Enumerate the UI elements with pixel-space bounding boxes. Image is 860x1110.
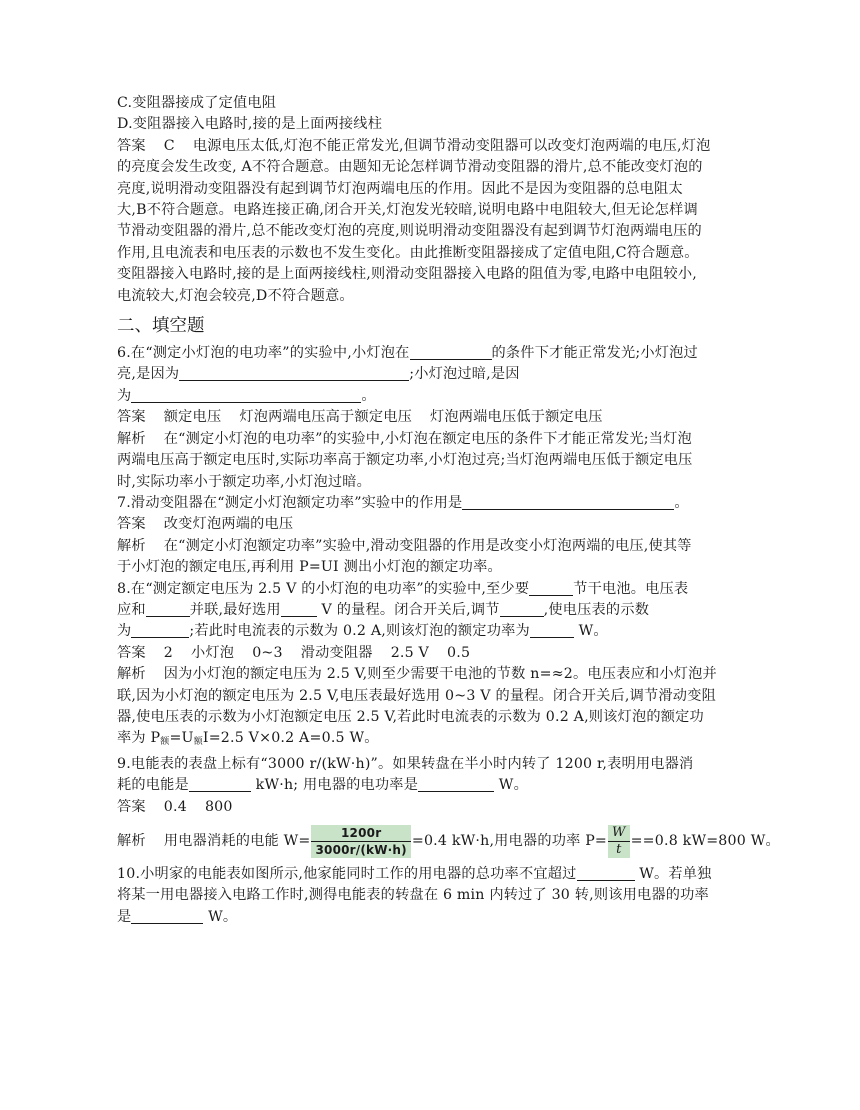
q5-option-c: C.变阻器接成了定值电阻 [117,95,277,111]
answer-blank[interactable] [131,622,189,638]
q8-analysis-line [117,664,747,685]
q8-line [117,579,747,600]
q10-line: 将某一用电器接入电路工作时,测得电能表的转盘在 6 min 内转过了 30 转,则该用电器的功率 [117,887,709,904]
q5-option-d: D.变阻器接入电路时,接的是上面两接线柱 [117,116,383,133]
q6-analysis-line [117,429,747,450]
energy-fraction [311,825,410,858]
q6-line [117,386,747,407]
answer-blank[interactable] [500,601,544,617]
q8-line [117,621,747,642]
q6-line [117,343,747,364]
q6-text: 的条件下才能正常发光;小灯泡过 [491,345,698,362]
q9-analysis-line [117,818,780,864]
analysis-label: 解析 [117,430,146,447]
q6-answer-line [117,407,747,428]
q7-answer-line [117,514,747,535]
answer-blank[interactable] [146,601,190,617]
analysis-label: 解析 [117,666,146,683]
q7-text: 。 [674,494,689,511]
q10-text: 10.小明家的电能表如图所示,他家能同时工作的用电器的总功率不宜超过 [117,866,577,882]
q9-line: 9.电能表的表盘上标有“3000 r/(kW·h)”。如果转盘在半小时内转了 1200 r,表明用电器消 [117,755,694,772]
q9-text: 耗的电能是 [117,777,189,794]
answer-value: 0.4 [163,798,187,815]
answer-blank[interactable] [418,776,494,792]
analysis-text: 在“测定小灯泡的电功率”的实验中,小灯泡在额定电压的条件下才能正常发光;当灯泡 [163,430,692,447]
analysis-line: 时,实际功率小于额定功率,小灯泡过暗。 [117,473,372,490]
q5-answer-line [117,136,747,157]
q10-text: W。 [203,908,238,925]
analysis-text: 在“测定小灯泡额定功率”实验中,滑动变阻器的作用是改变小灯泡两端的电压,使其等 [163,537,692,554]
explanation-text: 电源电压太低,灯泡不能正常发光,但调节滑动变阻器可以改变灯泡两端的电压,灯泡 [192,137,711,154]
q8-text: W。 [573,623,608,640]
section-heading: 二、填空题 [117,316,205,337]
analysis-text: 率为 P [117,730,161,747]
q10-text: W。若单独 [634,866,712,882]
q9-text: kW·h; 用电器的电功率是 [250,777,419,794]
answer-value: 灯泡两端电压高于额定电压 [239,409,412,426]
q10-line [117,864,747,885]
answer-label: 答案 [117,798,146,815]
q8-text: 应和 [117,601,146,618]
answer-blank[interactable] [530,622,574,638]
answer-value: 0.5 [447,644,471,661]
q8-text: 为 [117,623,132,640]
q9-line [117,775,747,796]
analysis-text: ==0.8 kW=800 W。 [630,833,780,849]
analysis-label: 解析 [117,537,146,554]
analysis-label: 解析 [117,833,146,849]
answer-value: 改变灯泡两端的电压 [163,516,294,533]
answer-value: C [163,137,175,154]
answer-value: 0~3 [252,644,283,661]
power-fraction [608,825,630,858]
analysis-line: 于小灯泡的额定电压,再利用 P=UI 测出小灯泡的额定功率。 [117,559,502,576]
answer-label: 答案 [117,644,146,661]
answer-blank[interactable] [410,344,492,360]
subscript: 额 [193,737,203,748]
q6-text: 6.在“测定小灯泡的电功率”的实验中,小灯泡在 [117,345,410,362]
answer-value: 滑动变阻器 [300,644,373,661]
q8-text: 8.在“测定额定电压为 2.5 V 的小灯泡的电功率”的实验中,至少要 [117,580,530,597]
q9-text: W。 [494,777,528,794]
analysis-text: =U [169,730,194,747]
q6-text: 亮,是因为 [117,366,180,383]
answer-blank[interactable] [131,387,361,403]
analysis-text: 因为小灯泡的额定电压为 2.5 V,则至少需要干电池的节数 n=≈2。电压表应和小灯泡并 [163,666,717,683]
answer-value: 灯泡两端电压低于额定电压 [430,409,603,426]
fraction-numerator: 1200r [311,825,410,842]
analysis-line: 联,因为小灯泡的额定电压为 2.5 V,电压表最好选用 0~3 V 的量程。闭合开关后,调节滑动变阻 [117,687,716,704]
analysis-line [117,728,747,753]
q10-line [117,907,747,928]
answer-blank[interactable] [529,580,573,596]
explanation-line: 大,B不符合题意。电路连接正确,闭合开关,灯泡发光较暗,说明电路中电阻较大,但无论怎样调 [117,202,698,219]
answer-blank[interactable] [577,865,635,881]
q6-text: ;小灯泡过暗,是因 [409,366,520,383]
q8-text: ;若此时电流表的示数为 0.2 A,则该灯泡的额定功率为 [189,623,530,640]
q10-text: 是 [117,908,132,925]
explanation-line: 变阻器接入电路时,接的是上面两接线柱,则滑动变阻器接入电路的阻值为零,电路中电阻较小, [117,266,697,283]
explanation-line: 电流较大,灯泡会较亮,D不符合题意。 [117,287,354,304]
explanation-line: 的亮度会发生改变, A不符合题意。由题知无论怎样调节滑动变阻器的滑片,总不能改变灯泡的 [117,159,703,176]
answer-label: 答案 [117,137,146,154]
answer-value: 2.5 V [390,644,430,661]
answer-blank[interactable] [179,365,409,381]
fraction-numerator: W [608,825,630,842]
q6-line [117,364,747,385]
q7-text: 7.滑动变阻器在“测定小灯泡额定功率”实验中的作用是 [117,494,463,511]
answer-value: 2 [163,644,174,661]
q6-text: 。 [361,387,376,404]
explanation-line: 亮度,说明滑动变阻器没有起到调节灯泡两端电压的作用。因此不是因为变阻器的总电阻太 [117,180,683,197]
q7-line [117,493,747,514]
answer-value: 小灯泡 [191,644,235,661]
analysis-line: 器,使电压表的示数为小灯泡额定电压 2.5 V,若此时电流表的示数为 0.2 A,则该灯泡的额定功 [117,708,704,725]
fraction-denominator: 3000r/(kW·h) [315,842,407,857]
q8-text: 并联,最好选用 [189,601,281,618]
q8-answer-line [117,643,747,664]
analysis-text: =0.4 kW·h,用电器的功率 P= [411,833,608,849]
answer-blank[interactable] [281,601,317,617]
q9-answer-line [117,797,747,818]
answer-blank[interactable] [131,908,203,924]
q8-line [117,600,747,621]
q7-analysis-line [117,536,747,557]
analysis-text: I=2.5 V×0.2 A=0.5 W。 [202,730,379,747]
explanation-line: 节滑动变阻器的滑片,总不能改变灯泡的亮度,则说明滑动变阻器没有起到调节灯泡两端电压的 [117,223,702,240]
answer-blank[interactable] [462,494,674,510]
answer-value: 额定电压 [163,409,222,426]
document-page [117,93,780,928]
answer-value: 800 [204,798,233,815]
analysis-text: 用电器消耗的电能 W= [163,833,311,849]
subscript: 额 [160,737,170,748]
answer-blank[interactable] [189,776,251,792]
q6-text: 为 [117,387,132,404]
answer-label: 答案 [117,409,146,426]
answer-label: 答案 [117,516,146,533]
fraction-denominator: t [616,841,622,857]
explanation-line: 作用,且电流表和电压表的示数也不发生变化。由此推断变阻器接成了定值电阻,C符合题意。 [117,244,699,261]
q8-text: 节干电池。电压表 [573,580,689,597]
q8-text: V 的量程。闭合开关后,调节 [316,601,500,618]
q8-text: ,使电压表的示数 [543,601,650,618]
analysis-line: 两端电压高于额定电压时,实际功率高于额定功率,小灯泡过亮;当灯泡两端电压低于额定电压 [117,452,693,469]
